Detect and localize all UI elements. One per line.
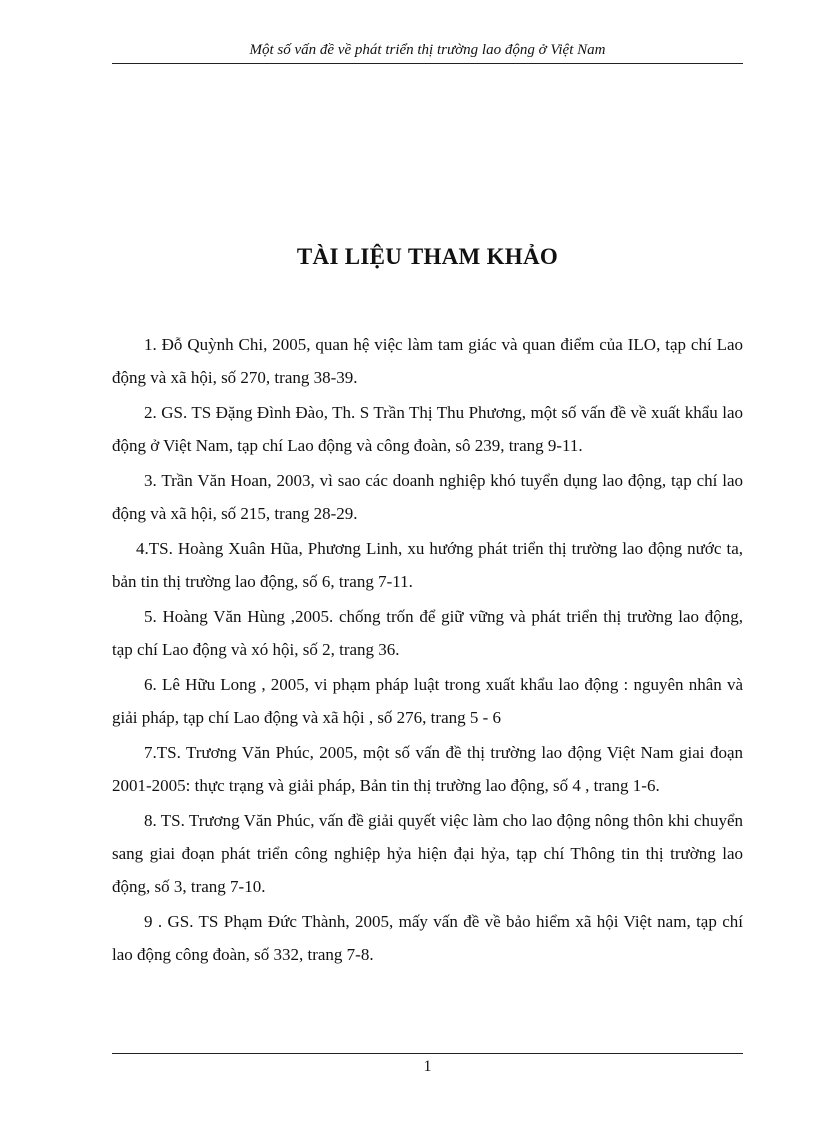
reference-list [112,328,743,973]
reference-item: 3. Trần Văn Hoan, 2003, vì sao các doanh nghiệp khó tuyển dụng lao động, tạp chí lao động và xã hội, số 215, trang 28-29. [112,471,743,523]
footer-divider [112,1053,743,1054]
reference-item: 7.TS. Trương Văn Phúc, 2005, một số vấn đề thị trường lao động Việt Nam giai đoạn 2001-2005: thực trạng và giải pháp, Bản tin thị trường lao động, số 4 , trang 1-6. [112,743,743,795]
reference-item: 1. Đỗ Quỳnh Chi, 2005, quan hệ việc làm tam giác và quan điểm của ILO, tạp chí Lao động và xã hội, số 270, trang 38-39. [112,335,743,387]
page-title: TÀI LIỆU THAM KHẢO [296,244,559,269]
running-header: Một số vấn đề về phát triển thị trường lao động ở Việt Nam [112,40,743,64]
reference-item: 8. TS. Trương Văn Phúc, vấn đề giải quyết việc làm cho lao động nông thôn khi chuyển sang giai đoạn phát triển công nghiệp hỷa hiện đại hỷa, tạp chí Thông tin thị trường lao động, số 3, trang 7-10. [112,811,743,896]
reference-item: 5. Hoàng Văn Hùng ,2005. chống trốn để giữ vững và phát triển thị trường lao động, tạp chí Lao động và xó hội, số 2, trang 36. [112,607,743,659]
reference-item: 6. Lê Hữu Long , 2005, vi phạm pháp luật trong xuất khẩu lao động : nguyên nhân và giải pháp, tạp chí Lao động và xã hội , số 276, trang 5 - 6 [112,675,743,727]
page-number: 1 [423,1058,432,1075]
reference-item: 9 . GS. TS Phạm Đức Thành, 2005, mấy vấn đề về bảo hiểm xã hội Việt nam, tạp chí lao động công đoàn, số 332, trang 7-8. [112,912,743,964]
reference-item: 2. GS. TS Đặng Đình Đào, Th. S Trần Thị Thu Phương, một số vấn đề về xuất khẩu lao động ở Việt Nam, tạp chí Lao động và công đoàn, sô 239, trang 9-11. [112,403,743,455]
reference-item: 4.TS. Hoàng Xuân Hũa, Phương Linh, xu hướng phát triển thị trường lao động nước ta, bản tin thị trường lao động, số 6, trang 7-11. [112,539,743,591]
